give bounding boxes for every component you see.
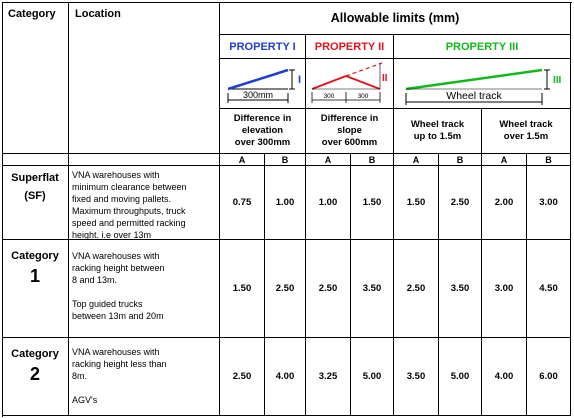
- value-cell: 6.00: [527, 338, 571, 416]
- value-cell: 3.50: [394, 338, 439, 416]
- value-cell: 1.50: [394, 166, 439, 240]
- value-cell: 2.00: [482, 166, 527, 240]
- value-cell: 4.00: [265, 338, 306, 416]
- property-1-diagram: [220, 59, 306, 109]
- value-cell: 4.00: [482, 338, 527, 416]
- value-cell: 2.50: [439, 166, 482, 240]
- ab-label: B: [439, 154, 482, 166]
- property-2-dimension-right: 300: [357, 93, 369, 100]
- ab-blank-location: [69, 154, 220, 166]
- value-cell: 3.00: [527, 166, 571, 240]
- row-location: VNA warehouses with racking height between 8 and 13m. Top guided trucks between 13m and 20m: [69, 240, 220, 338]
- allowable-limits-header: Allowable limits (mm): [220, 2, 571, 35]
- value-cell: 2.50: [306, 240, 351, 338]
- property-3a-description: Wheel track up to 1.5m: [394, 109, 482, 154]
- ab-label: A: [482, 154, 527, 166]
- row-category: Superflat (SF): [2, 166, 69, 240]
- value-cell: 2.50: [220, 338, 265, 416]
- property-2-label: PROPERTY II: [306, 35, 394, 59]
- property-3-dimension: Wheel track: [446, 90, 502, 102]
- value-cell: 1.50: [220, 240, 265, 338]
- property-2-numeral: II: [382, 73, 388, 84]
- property-1-numeral: I: [298, 74, 302, 86]
- value-cell: 5.00: [439, 338, 482, 416]
- property-3-numeral: III: [553, 75, 562, 86]
- property-2-description: Difference in slope over 600mm: [306, 109, 394, 154]
- ab-label: A: [306, 154, 351, 166]
- property-3-label: PROPERTY III: [394, 35, 571, 59]
- value-cell: 5.00: [351, 338, 394, 416]
- allowable-limits-table: [2, 2, 571, 416]
- value-cell: 1.50: [351, 166, 394, 240]
- property-3b-description: Wheel track over 1.5m: [482, 109, 571, 154]
- property-3-diagram: [394, 59, 571, 109]
- value-cell: 3.50: [439, 240, 482, 338]
- ab-label: B: [265, 154, 306, 166]
- property-1-label: PROPERTY I: [220, 35, 306, 59]
- value-cell: 1.00: [306, 166, 351, 240]
- ab-label: A: [394, 154, 439, 166]
- location-header: Location: [69, 2, 220, 154]
- property-2-diagram: [306, 59, 394, 109]
- row-category: Category 2: [2, 338, 69, 416]
- value-cell: 2.50: [394, 240, 439, 338]
- property-1-dimension: 300mm: [242, 90, 274, 100]
- value-cell: 2.50: [265, 240, 306, 338]
- value-cell: 3.00: [482, 240, 527, 338]
- row-location: VNA warehouses with minimum clearance between fixed and moving pallets. Maximum throughputs, truck speed and permitted racking height. i.e over 13m: [69, 166, 220, 240]
- category-header: Category: [2, 2, 69, 154]
- property-2-dimension-left: 300: [323, 93, 335, 100]
- ab-label: B: [527, 154, 571, 166]
- row-category: Category 1: [2, 240, 69, 338]
- ab-blank-category: [2, 154, 69, 166]
- value-cell: 3.25: [306, 338, 351, 416]
- ab-label: A: [220, 154, 265, 166]
- row-location: VNA warehouses with racking height less than 8m. AGV's: [69, 338, 220, 416]
- value-cell: 1.00: [265, 166, 306, 240]
- ab-label: B: [351, 154, 394, 166]
- value-cell: 0.75: [220, 166, 265, 240]
- property-1-description: Difference in elevation over 300mm: [220, 109, 306, 154]
- value-cell: 3.50: [351, 240, 394, 338]
- value-cell: 4.50: [527, 240, 571, 338]
